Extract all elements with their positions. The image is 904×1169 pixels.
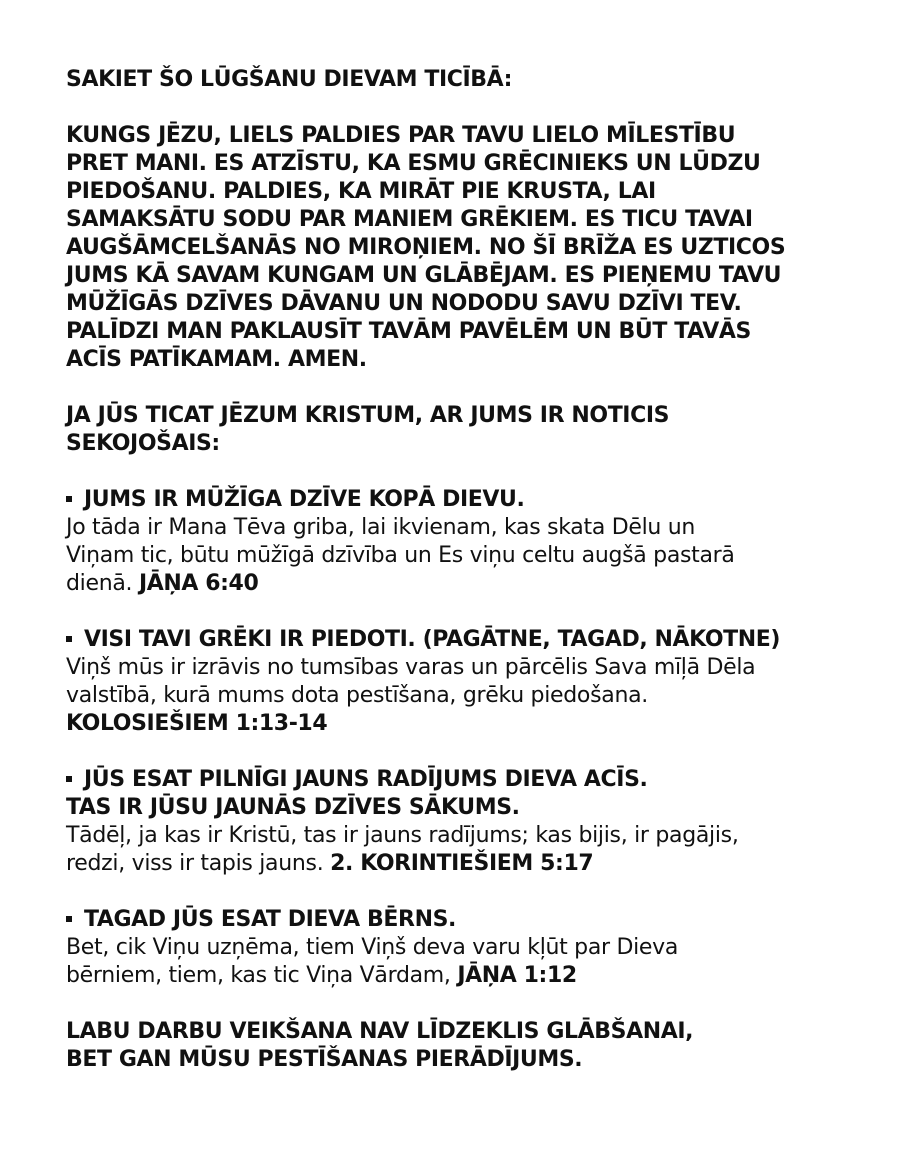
document-page <box>66 66 866 1074</box>
verse-text: Bet, cik Viņu uzņēma, tiem Viņš deva varu kļūt par Dieva bērniem, tiem, kas tic Viņa Vārdam, <box>66 935 679 988</box>
point-verse <box>66 654 866 738</box>
intro-text: JA JŪS TICAT JĒZUM KRISTUM, AR JUMS IR NOTICIS SEKOJOŠAIS: <box>66 403 670 456</box>
verse-reference: 2. KORINTIEŠIEM 5:17 <box>330 851 594 876</box>
point-title-text: JUMS IR MŪŽĪGA DZĪVE KOPĀ DIEVU. <box>84 487 525 512</box>
point-verse <box>66 822 866 878</box>
verse-reference: JĀŅA 1:12 <box>457 963 577 988</box>
point-child-of-god <box>66 906 866 990</box>
bullet-icon <box>66 496 72 502</box>
point-title <box>66 766 866 794</box>
paragraph-gap <box>66 738 866 766</box>
paragraph-gap <box>66 878 866 906</box>
point-sins-forgiven <box>66 626 866 738</box>
prayer-heading: SAKIET ŠO LŪGŠANU DIEVAM TICĪBĀ: <box>66 67 513 92</box>
verse-text: Jo tāda ir Mana Tēva griba, lai ikvienam, kas skata Dēlu un Viņam tic, būtu mūžīgā dzīvība un Es viņu celtu augšā pastarā dienā. <box>66 515 735 596</box>
paragraph-gap <box>66 598 866 626</box>
bullet-icon <box>66 916 72 922</box>
prayer-text: KUNGS JĒZU, LIELS PALDIES PAR TAVU LIELO MĪLESTĪBU PRET MANI. ES ATZĪSTU, KA ESMU GRĒCINIEKS UN LŪDZU PIEDOŠANU. PALDIES, KA MIRĀT PIE KRUSTA, LAI SAMAKSĀTU SODU PAR MANIEM GRĒKIEM. ES TICU TAVAI AUGŠĀMCELŠANĀS NO MIROŅIEM. NO ŠĪ BRĪŽA ES UZTICOS JUMS KĀ SAVAM KUNGAM UN GLĀBĒJAM. ES PIEŅEMU TAVU MŪŽĪGĀS DZĪVES DĀVANU UN NODODU SAVU DZĪVI TEV. PALĪDZI MAN PAKLAUSĪT TAVĀM PAVĒLĒM UN BŪT TAVĀS ACĪS PATĪKAMAM. AMEN. <box>66 123 786 372</box>
bullet-icon <box>66 776 72 782</box>
point-title <box>66 626 866 654</box>
point-verse <box>66 934 866 990</box>
point-eternal-life <box>66 486 866 598</box>
ref-separator <box>132 571 139 596</box>
verse-text: Tādēļ, ja kas ir Kristū, tas ir jauns radījums; kas bijis, ir pagājis, redzi, viss ir tapis jauns. <box>66 823 739 876</box>
paragraph-gap <box>66 990 866 1018</box>
closing-text: LABU DARBU VEIKŠANA NAV LĪDZEKLIS GLĀBŠANAI, BET GAN MŪSU PESTĪŠANAS PIERĀDĪJUMS. <box>66 1019 694 1072</box>
point-title-text: JŪS ESAT PILNĪGI JAUNS RADĪJUMS DIEVA ACĪS. <box>84 767 648 792</box>
point-new-creation <box>66 766 866 878</box>
paragraph-gap <box>66 94 866 122</box>
bullet-icon <box>66 636 72 642</box>
point-title-text: VISI TAVI GRĒKI IR PIEDOTI. (PAGĀTNE, TAGAD, NĀKOTNE) <box>84 627 781 652</box>
verse-reference: JĀŅA 6:40 <box>138 571 259 596</box>
point-verse <box>66 514 866 598</box>
verse-text: Viņš mūs ir izrāvis no tumsības varas un pārcēlis Sava mīļā Dēla valstībā, kurā mums dota pestīšana, grēku piedošana. <box>66 655 756 708</box>
point-title <box>66 906 866 934</box>
verse-reference: KOLOSIEŠIEM 1:13-14 <box>66 711 328 736</box>
paragraph-gap <box>66 374 866 402</box>
point-title-text: TAGAD JŪS ESAT DIEVA BĒRNS. <box>84 907 456 932</box>
point-subtitle: TAS IR JŪSU JAUNĀS DZĪVES SĀKUMS. <box>66 795 520 820</box>
paragraph-gap <box>66 458 866 486</box>
point-title <box>66 486 866 514</box>
